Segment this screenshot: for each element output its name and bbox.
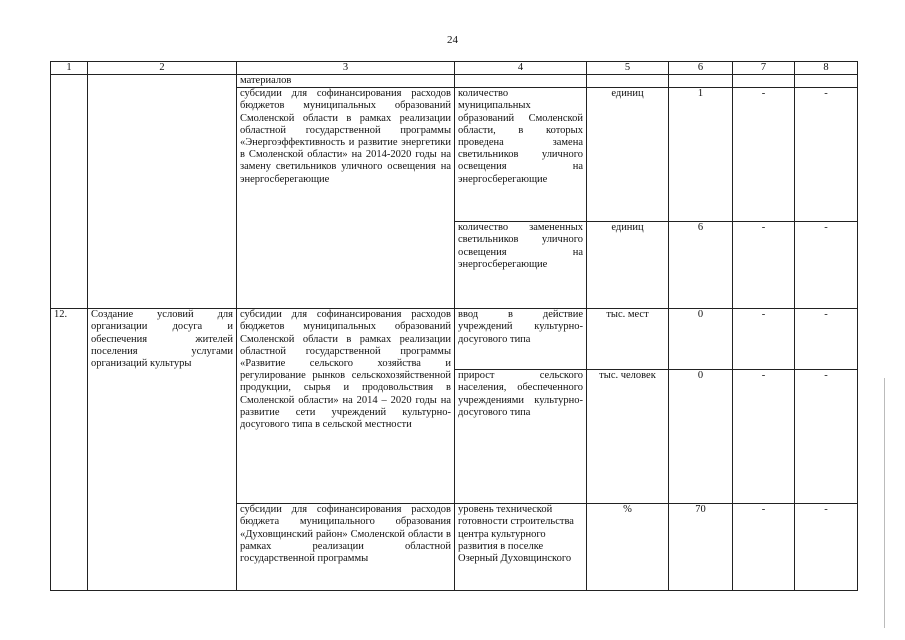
value-cell-7: - xyxy=(733,370,795,504)
value-cell-6: 0 xyxy=(669,370,733,504)
value-cell-6: 0 xyxy=(669,309,733,370)
value-cell-7: - xyxy=(733,88,795,222)
col-header-7: 7 xyxy=(733,62,795,75)
unit-cell: % xyxy=(587,504,669,591)
measure-cell: субсидии для софинансирования расходов бюджетов муниципальных образований Смоленской области в рамках реализации областной государственной программы «Развитие сельского хозяйства и регулирование рынков сельскохозяйственной продукции, сырья и продовольствия в Смоленской области» на 2014 – 2020 годы на развитие сети учреждений культурно-досугового типа в сельской местности xyxy=(237,309,455,504)
measure-cell: материалов xyxy=(237,75,455,88)
indicator-cell: ввод в действие учреждений культурно-досугового типа xyxy=(455,309,587,370)
value-cell-7: - xyxy=(733,309,795,370)
indicator-cell xyxy=(455,75,587,88)
value-cell-6: 1 xyxy=(669,88,733,222)
measure-cell: субсидии для софинансирования расходов бюджета муниципального образования «Духовщинский район» Смоленской области в рамках реализации областной государственной программы xyxy=(237,504,455,591)
col-header-4: 4 xyxy=(455,62,587,75)
indicator-cell: уровень технической готовности строительства центра культурного развития в поселке Озерный Духовщинского xyxy=(455,504,587,591)
col-header-6: 6 xyxy=(669,62,733,75)
page-number: 24 xyxy=(447,34,458,46)
value-cell-7: - xyxy=(733,222,795,309)
table-row xyxy=(51,75,858,88)
scan-margin-line xyxy=(884,378,885,628)
unit-cell xyxy=(587,75,669,88)
task-name-cell xyxy=(88,75,237,309)
unit-cell: единиц xyxy=(587,88,669,222)
unit-cell: тыс. мест xyxy=(587,309,669,370)
value-cell-8: - xyxy=(795,222,858,309)
value-cell-6: 6 xyxy=(669,222,733,309)
col-header-1: 1 xyxy=(51,62,88,75)
value-cell-7 xyxy=(733,75,795,88)
column-number-row xyxy=(51,62,858,75)
value-cell-8: - xyxy=(795,370,858,504)
indicator-cell: количество замененных светильников уличного освещения на энергосберегающие xyxy=(455,222,587,309)
value-cell-8 xyxy=(795,75,858,88)
task-name-cell: Создание условий для организации досуга и обеспечения жителей поселения услугами организаций культуры xyxy=(88,309,237,591)
value-cell-6: 70 xyxy=(669,504,733,591)
unit-cell: единиц xyxy=(587,222,669,309)
col-header-8: 8 xyxy=(795,62,858,75)
value-cell-8: - xyxy=(795,504,858,591)
value-cell-8: - xyxy=(795,309,858,370)
col-header-5: 5 xyxy=(587,62,669,75)
row-number-cell xyxy=(51,75,88,309)
program-table xyxy=(50,61,858,591)
indicator-cell: прирост сельского населения, обеспеченного учреждениями культурно-досугового типа xyxy=(455,370,587,504)
col-header-3: 3 xyxy=(237,62,455,75)
measure-cell: субсидии для софинансирования расходов бюджетов муниципальных образований Смоленской области в рамках реализации областной государственной программы «Энергоэффективность и развитие энергетики в Смоленской области» на 2014-2020 годы на замену светильников уличного освещения на энергосберегающие xyxy=(237,88,455,309)
col-header-2: 2 xyxy=(88,62,237,75)
row-number-cell: 12. xyxy=(51,309,88,591)
value-cell-8: - xyxy=(795,88,858,222)
value-cell-6 xyxy=(669,75,733,88)
table-row xyxy=(51,309,858,370)
unit-cell: тыс. человек xyxy=(587,370,669,504)
value-cell-7: - xyxy=(733,504,795,591)
indicator-cell: количество муниципальных образований Смоленской области, в которых проведена замена светильников уличного освещения на энергосберегающие xyxy=(455,88,587,222)
